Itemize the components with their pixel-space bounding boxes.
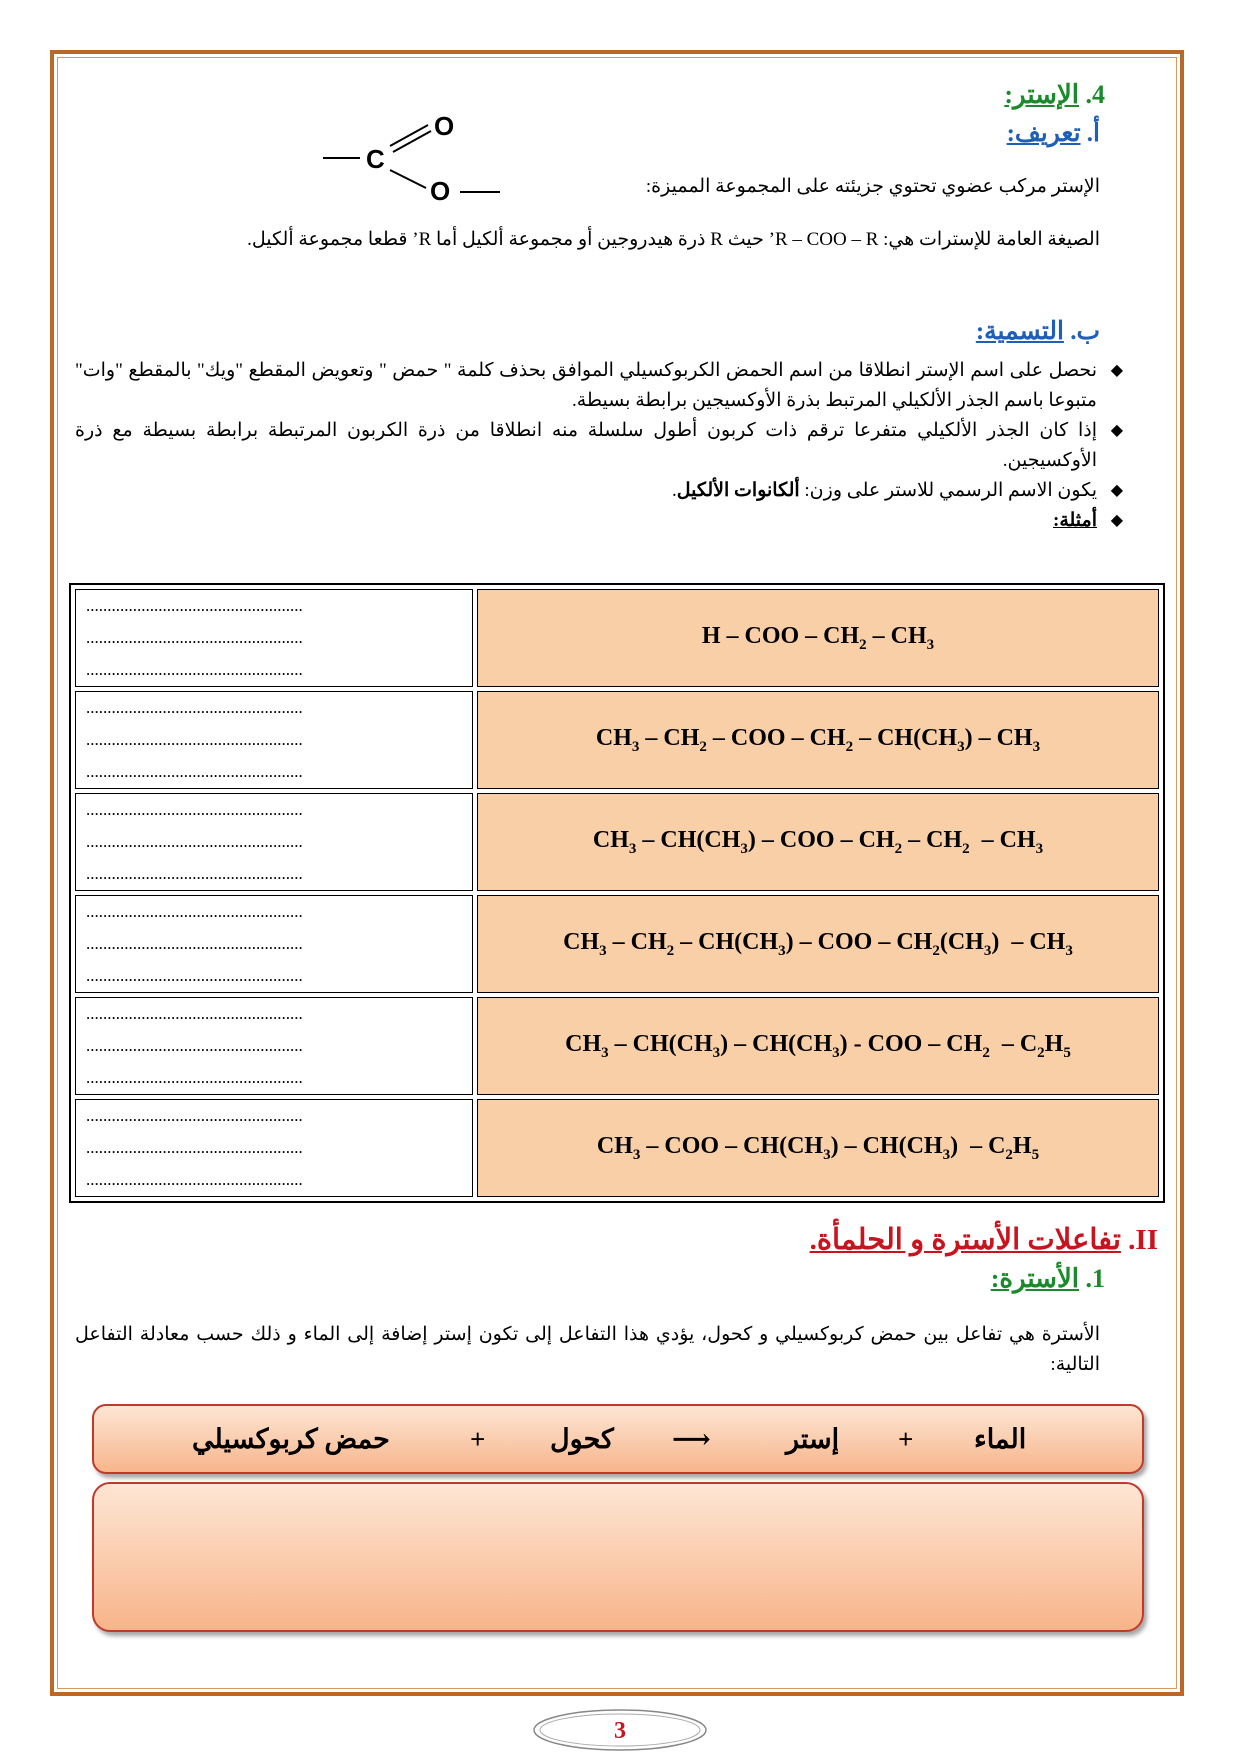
examples-table [69,583,1165,1203]
naming-rule-bold: ألكانوات الألكيل [676,480,800,501]
ester-formula: $CH_3 - CH_2$ – COO – $CH_2 - CH(CH_3) - CH_3$ [477,691,1159,789]
naming-heading [976,316,1100,346]
bullet-diamond-icon: ◆ [1110,362,1123,379]
reaction-equation [92,1404,1144,1474]
answer-blank[interactable]: ................................................... ................................................... ................................................... [75,691,473,789]
table-row [75,793,1159,891]
oxygen-single: O [430,176,451,203]
naming-rules [75,356,1125,536]
naming-rule-suffix: . [672,480,677,501]
esterification-heading [991,1264,1105,1294]
bullet-diamond-icon: ◆ [1110,422,1123,439]
alcohol-term: كحول [550,1424,614,1454]
answer-blank[interactable]: ................................................... ................................................... ................................................... [75,589,473,687]
ester-formula: $CH_3 - CH_2 - CH(CH_3)$ – COO – $CH_2(CH_3) - CH_3$ [477,895,1159,993]
naming-rule [75,416,1125,476]
subsection-title: الأسترة: [990,1264,1079,1293]
table-row [75,895,1159,993]
plus-sign: + [898,1424,914,1454]
table-row [75,1099,1159,1197]
answer-blank[interactable]: ................................................... ................................................... ................................................... [75,895,473,993]
naming-letter: ب. [1070,318,1100,345]
plus-sign: + [470,1424,486,1454]
examples-label: أمثلة: [1053,510,1097,531]
answer-blank[interactable]: ................................................... ................................................... ................................................... [75,997,473,1095]
section-number: II. [1128,1224,1158,1256]
ester-formula: $CH_3 - CH(CH_3) - CH(CH_3)$ - COO – $CH_2 - C_2H_5$ [477,997,1159,1095]
section-title: الإستر: [1004,80,1079,109]
esterification-text: الأسترة هي تفاعل بين حمض كربوكسيلي و كحول، يؤدي هذا التفاعل إلى تكون إستر إضافة إلى الماء و ذلك حسب معادلة التفاعل التالية: [75,1324,1100,1375]
general-formula-text: الصيغة العامة للإسترات هي: R – COO – R’ حيث R ذرة هيدروجين أو مجموعة ألكيل أما R’ قطعا مجموعة ألكيل. [247,229,1100,250]
answer-blank[interactable]: ................................................... ................................................... ................................................... [75,793,473,891]
answer-box[interactable] [92,1482,1144,1632]
ester-formula: $CH_3 - CH(CH_3)$ – COO – $CH_2 - CH_2 - CH_3$ [477,793,1159,891]
naming-rule [75,476,1125,506]
naming-rule-prefix: يكون الاسم الرسمي للاستر على وزن: [799,480,1097,501]
bullet-diamond-icon: ◆ [1110,482,1123,499]
naming-rule [75,356,1125,416]
section-title: تفاعلات الأسترة و الحلمأة. [809,1224,1121,1256]
naming-title: التسمية: [975,318,1064,345]
table-row [75,997,1159,1095]
section-number: 4. [1085,80,1105,109]
definition-text: الإستر مركب عضوي تحتوي جزيئته على المجموعة المميزة: [645,176,1100,197]
oxygen-double: O [434,111,455,141]
water-term: الماء [974,1424,1027,1454]
definition-letter: أ. [1086,120,1100,147]
acid-term: حمض كربوكسيلي [192,1424,390,1454]
ester-formula: H – COO – $CH_2 - CH_3$ [477,589,1159,687]
page-number: 3 [614,1718,626,1744]
section-4-heading [1004,80,1105,110]
naming-rule-text: إذا كان الجذر الألكيلي متفرعا ترقم ذات كربون أطول سلسلة منه انطلاقا من ذرة الكربون المرتبطة برابطة بسيطة مع ذرة الأوكسيجين. [75,420,1097,471]
carbon-atom: C [366,144,385,174]
definition-heading [1007,118,1100,148]
answer-blank[interactable]: ................................................... ................................................... ................................................... [75,1099,473,1197]
table-row [75,589,1159,687]
arrow-icon: ⟶ [672,1424,711,1454]
bullet-diamond-icon: ◆ [1110,512,1123,529]
section-II-heading [810,1222,1158,1257]
naming-rule [75,506,1125,536]
table-row [75,691,1159,789]
ester-formula: $CH_3$ – COO – $CH(CH_3) - CH(CH_3) - C_2H_5$ [477,1099,1159,1197]
ester-term: إستر [786,1424,840,1454]
naming-rule-text: نحصل على اسم الإستر انطلاقا من اسم الحمض الكربوكسيلي الموافق بحذف كلمة " حمض " وتعويض المقطع "ويك" بالمقطع "وات" متبوعا باسم الجذر الألكيلي المرتبط بذرة الأوكسيجين برابطة بسيطة. [75,360,1097,411]
page-number-badge [530,1708,710,1752]
subsection-number: 1. [1085,1264,1105,1293]
definition-title: تعريف: [1006,120,1081,147]
ester-group-diagram [318,108,508,203]
